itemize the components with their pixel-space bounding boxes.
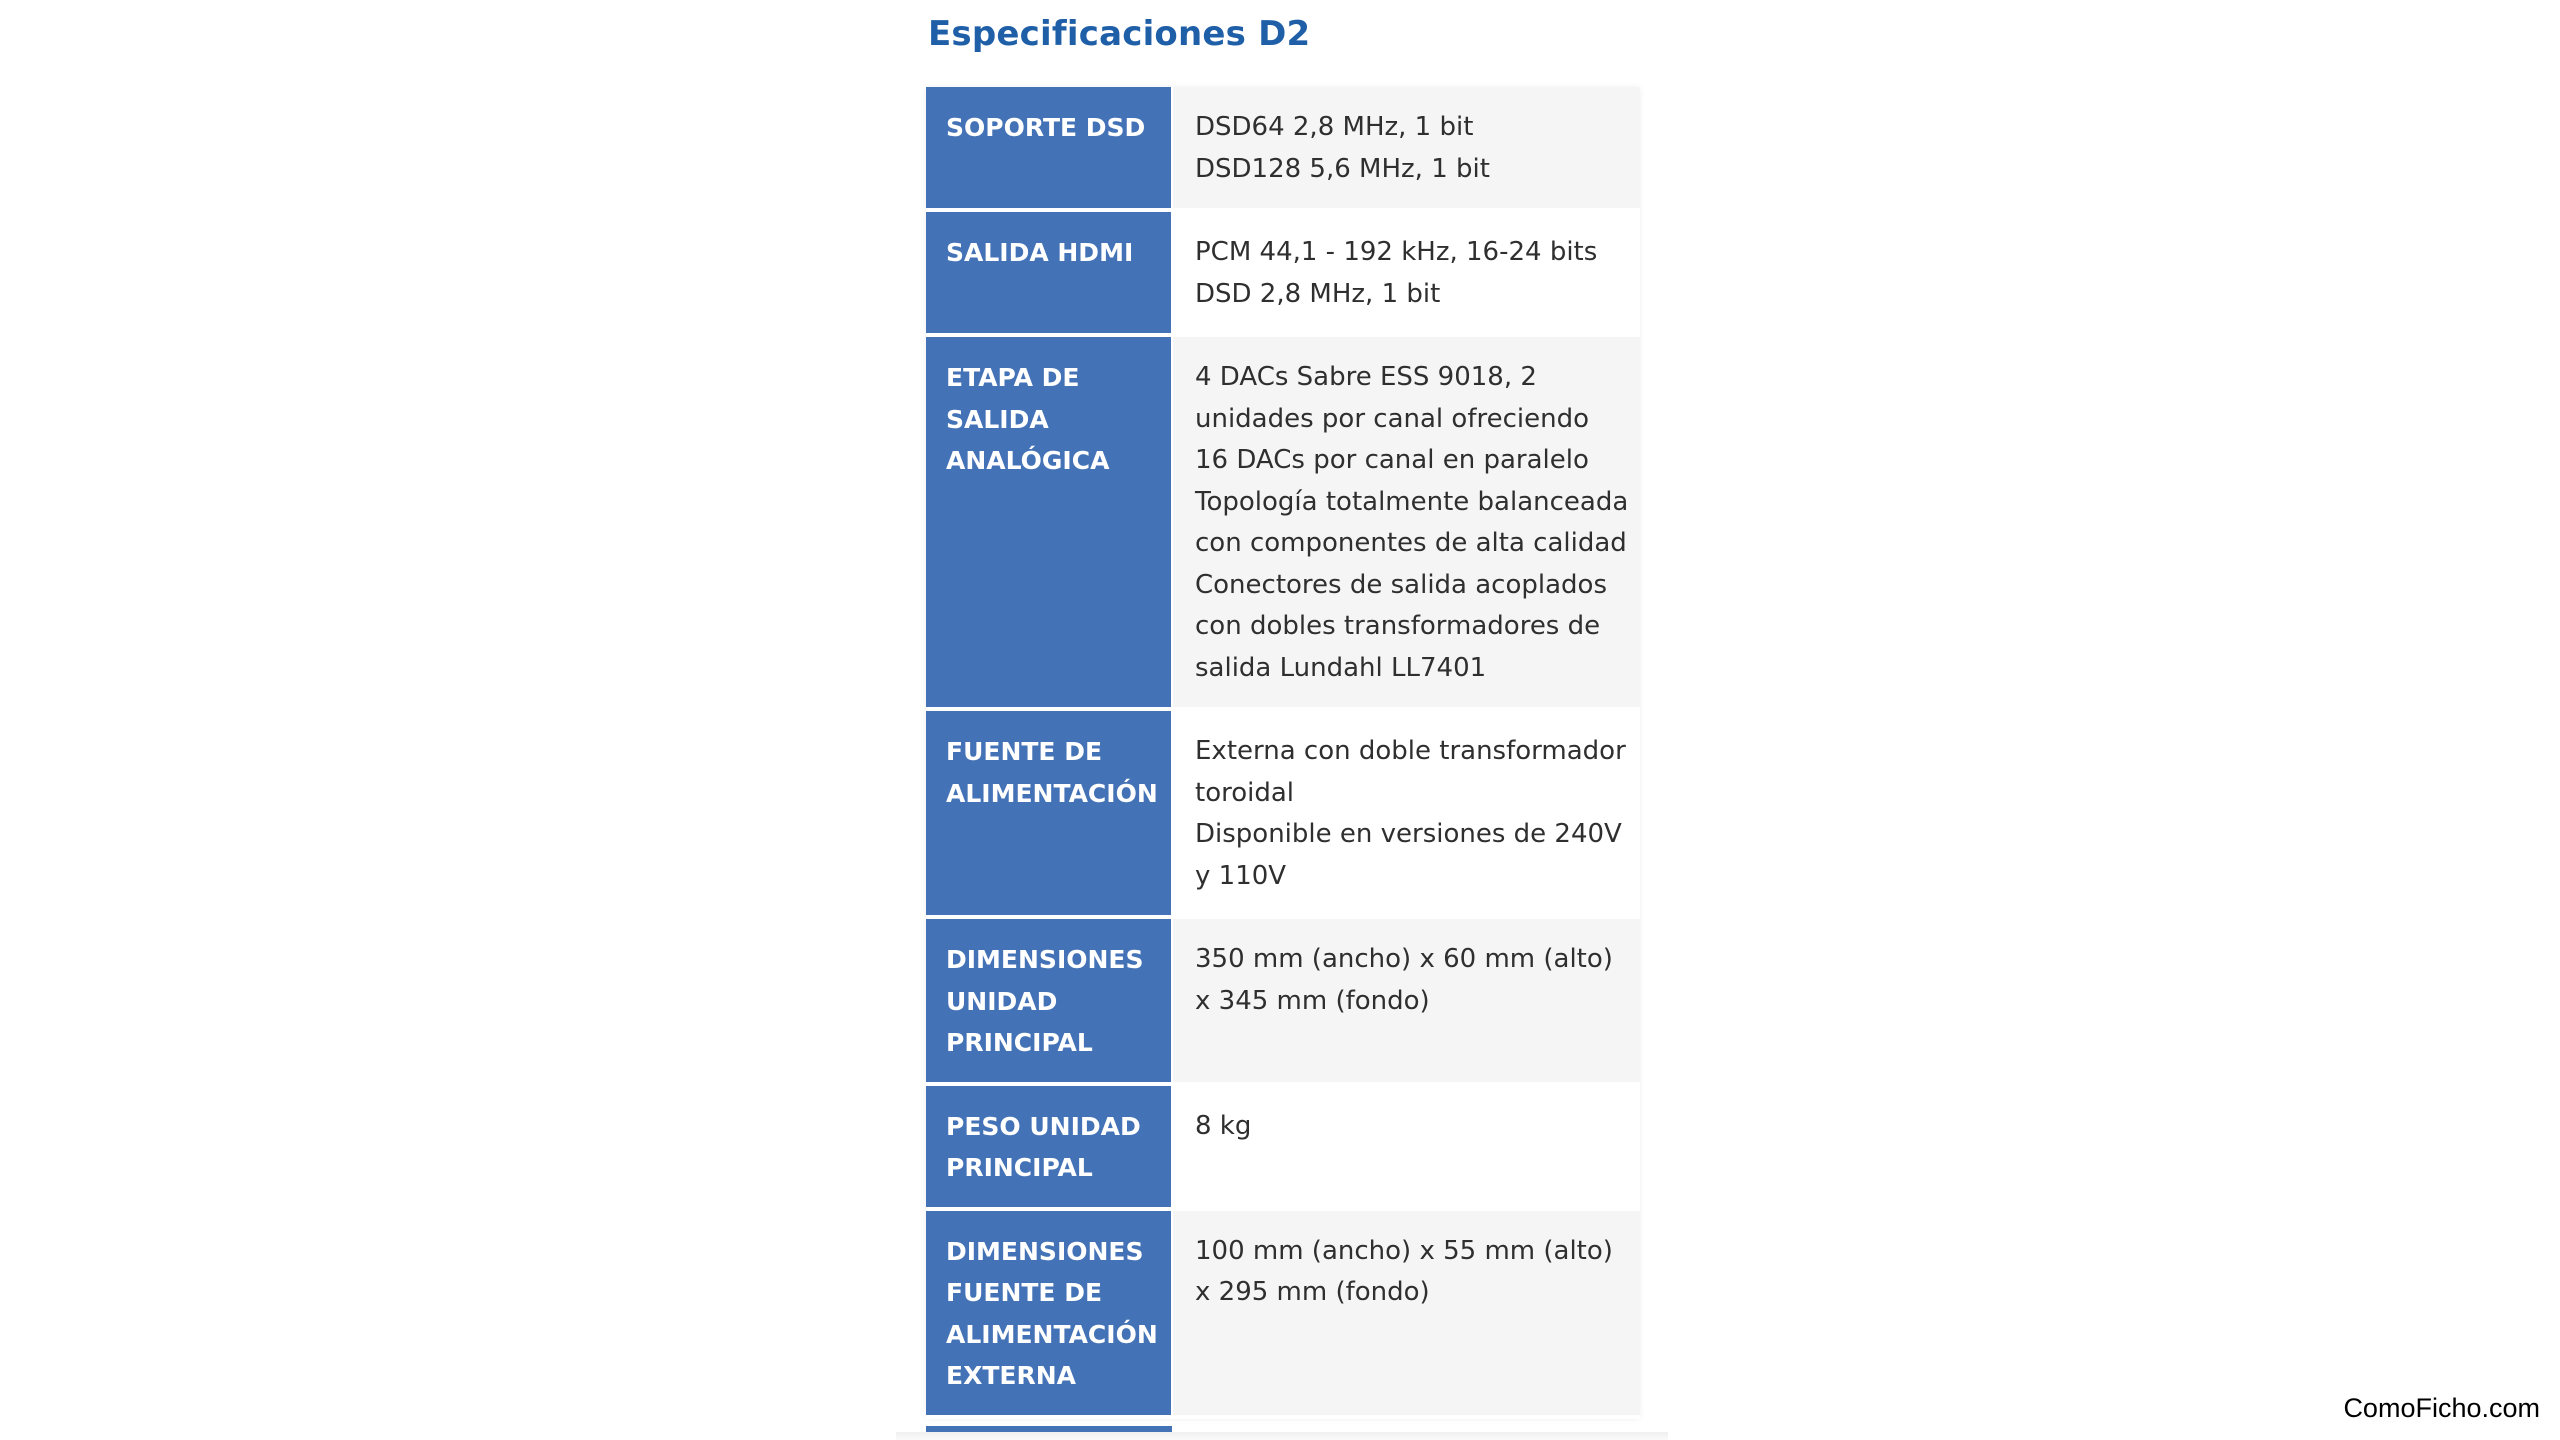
spec-value xyxy=(1172,87,1640,210)
spec-value-line: Topología totalmente balanceada con componentes de alta calidad xyxy=(1195,486,1637,558)
spec-label: SALIDA HDMI xyxy=(926,210,1172,335)
spec-value-line: Disponible en versiones de 240V y 110V xyxy=(1195,819,1631,891)
spec-value-line: PCM 44,1 - 192 kHz, 16-24 bits xyxy=(1195,237,1598,267)
spec-label: FUENTE DE ALIMENTACIÓN xyxy=(926,709,1172,917)
spec-label: DIMENSIONES FUENTE DE ALIMENTACIÓN EXTERNA xyxy=(926,1209,1172,1417)
spec-value xyxy=(1172,917,1640,1084)
content-column xyxy=(896,0,1668,1440)
table-row xyxy=(926,917,1640,1084)
spec-value-line: 8 kg xyxy=(1195,1110,1252,1141)
spec-value xyxy=(1172,210,1640,335)
table-row xyxy=(926,210,1640,335)
watermark: ComoFicho.com xyxy=(2343,1393,2540,1423)
spec-label: DIMENSIONES UNIDAD PRINCIPAL xyxy=(926,917,1172,1084)
table-row xyxy=(926,709,1640,917)
section-title: Especificaciones D2 xyxy=(928,14,1311,54)
spec-value-line: DSD64 2,8 MHz, 1 bit xyxy=(1195,112,1474,142)
table-row xyxy=(926,87,1640,210)
spec-table xyxy=(926,87,1640,1419)
spec-value-line: 100 mm (ancho) x 55 mm (alto) x 295 mm (fondo) xyxy=(1195,1235,1622,1307)
spec-value xyxy=(1172,335,1640,709)
spec-value-line: DSD 2,8 MHz, 1 bit xyxy=(1195,278,1441,309)
spec-value-line: 350 mm (ancho) x 60 mm (alto) x 345 mm (fondo) xyxy=(1195,944,1622,1016)
spec-table-body xyxy=(926,87,1640,1417)
table-row xyxy=(926,1084,1640,1209)
spec-value-line: 4 DACs Sabre ESS 9018, 2 unidades por canal ofreciendo 16 DACs por canal en paralelo xyxy=(1195,362,1598,475)
spec-label: PESO UNIDAD PRINCIPAL xyxy=(926,1084,1172,1209)
spec-value xyxy=(1172,709,1640,917)
spec-value-line: DSD128 5,6 MHz, 1 bit xyxy=(1195,153,1490,184)
spec-value xyxy=(1172,1209,1640,1417)
table-row xyxy=(926,335,1640,709)
table-row xyxy=(926,1209,1640,1417)
spec-label: ETAPA DE SALIDA ANALÓGICA xyxy=(926,335,1172,709)
spec-label: SOPORTE DSD xyxy=(926,87,1172,210)
spec-value xyxy=(1172,1084,1640,1209)
spec-value-line: Externa con doble transformador toroidal xyxy=(1195,736,1635,808)
content-bottom-edge xyxy=(896,1432,1668,1440)
spec-value-line: Conectores de salida acoplados con dobles transformadores de salida Lundahl LL7401 xyxy=(1195,569,1616,683)
